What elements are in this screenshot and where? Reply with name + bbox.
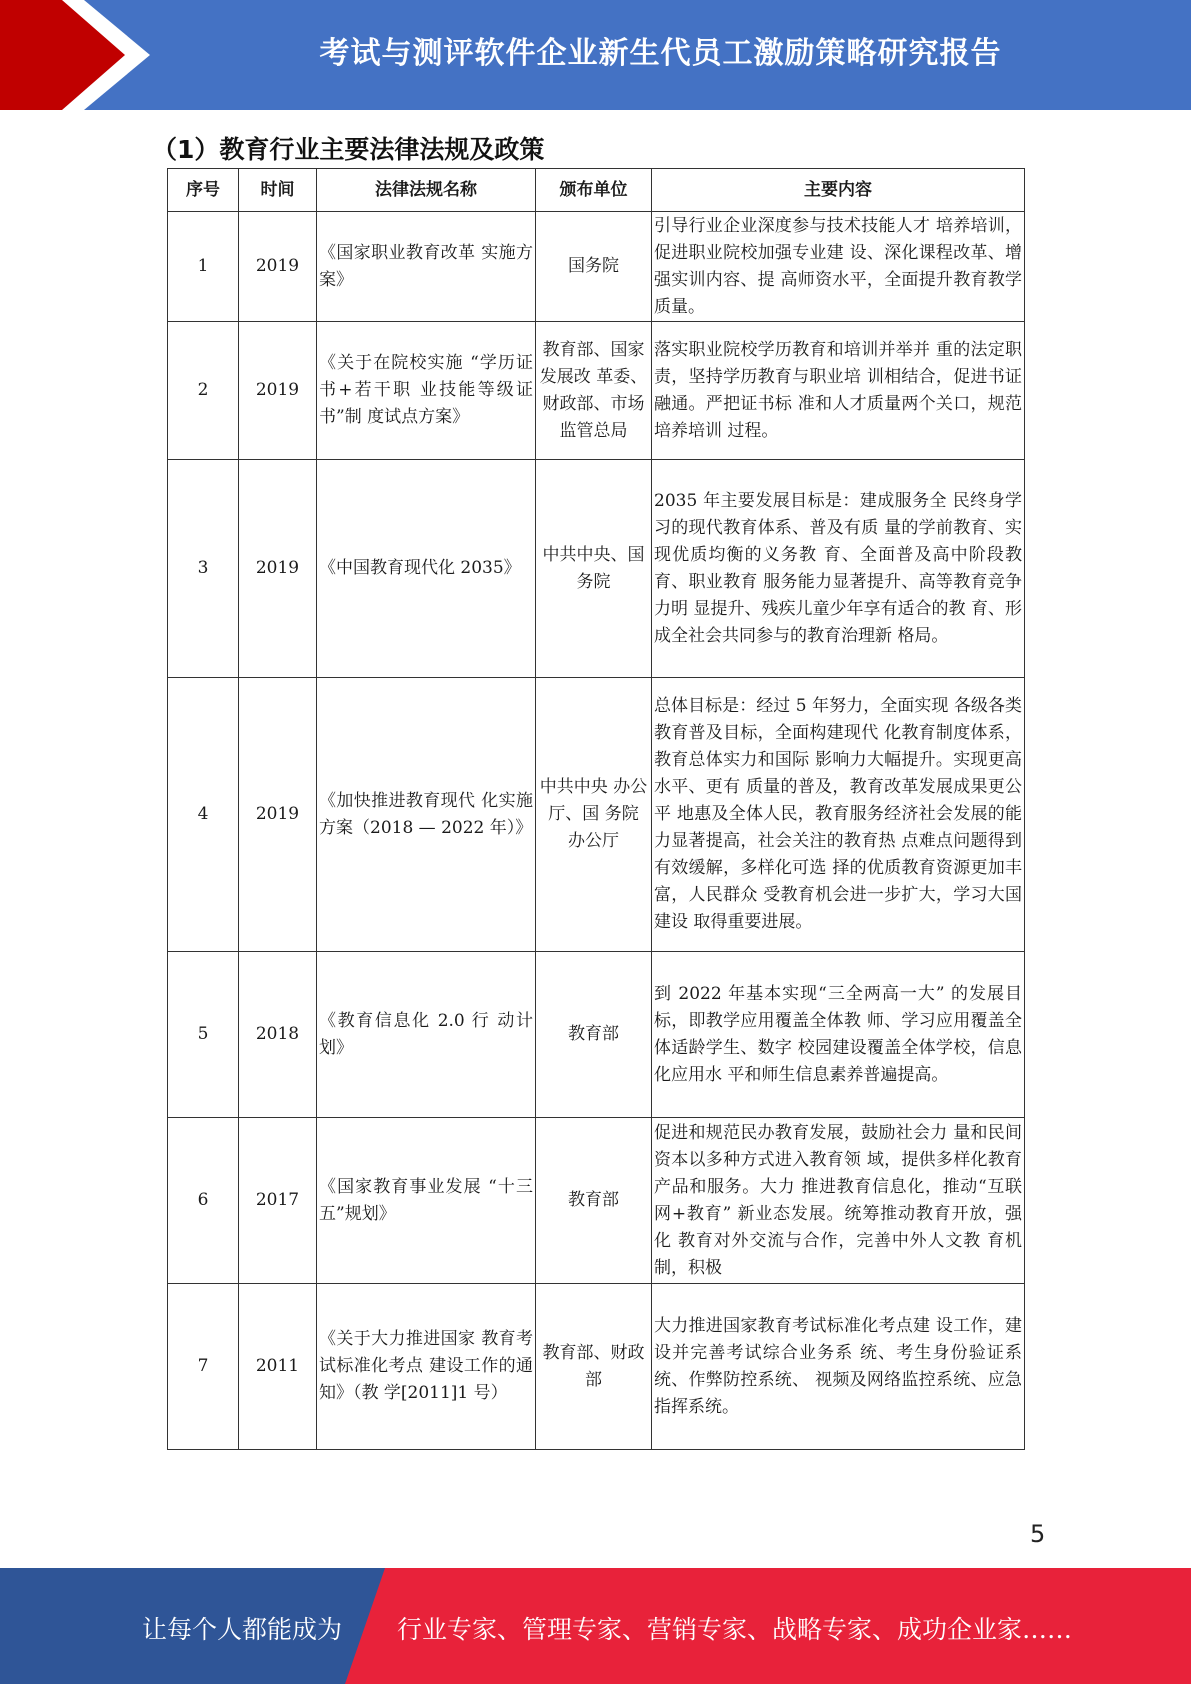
cell-content — [652, 322, 1025, 460]
document-title: 考试与测评软件企业新生代员工激励策略研究报告 — [319, 36, 1002, 71]
cell-seq: 1 — [168, 212, 239, 322]
header-name: 法律法规名称 — [317, 169, 536, 212]
cell-content-text: 总体目标是：经过 5 年努力，全面实现 各级各类教育普及目标，全面构建现代 化教育制度体系，教育总体实力和国际 影响力大幅提升。实现更高水平、更有 质量的普及，教育改革发展成果更公平 地惠及全体人民，教育服务经济社会发展的能力显著提高，社会关注的教育热 点难点问题得到有效缓解，多样化可选 择的优质教育资源更加丰富，人民群众 受教育机会进一步扩大，学习大国建设 取得重要进展。 — [654, 696, 1022, 932]
cell-seq: 7 — [168, 1284, 239, 1450]
footer-slogan-right: 行业专家、管理专家、营销专家、战略专家、成功企业家…… — [397, 1615, 1073, 1644]
cell-content — [652, 1284, 1025, 1450]
table-row — [168, 1284, 1025, 1450]
cell-name: 《关于大力推进国家 教育考试标准化考点 建设工作的通知》（教 学[2011]1 号） — [317, 1284, 536, 1450]
table-row — [168, 678, 1025, 952]
cell-name: 《关于在院校实施 “学历证书+若干职 业技能等级证书”制 度试点方案》 — [317, 322, 536, 460]
cell-seq: 4 — [168, 678, 239, 952]
cell-year: 2019 — [239, 678, 317, 952]
cell-content-text: 大力推进国家教育考试标准化考点建 设工作，建设并完善考试综合业务系 统、考生身份验证系统、作弊防控系统、 视频及网络监控系统、应急指挥系统。 — [654, 1315, 1022, 1417]
cell-issuer: 教育部 — [536, 952, 652, 1118]
cell-issuer: 教育部、财政部 — [536, 1284, 652, 1450]
cell-seq: 3 — [168, 460, 239, 678]
table-row — [168, 212, 1025, 322]
cell-year: 2019 — [239, 322, 317, 460]
cell-name: 《教育信息化 2.0 行 动计划》 — [317, 952, 536, 1118]
cell-issuer: 中共中央 办公厅、国 务院 办公厅 — [536, 678, 652, 952]
cell-year: 2018 — [239, 952, 317, 1118]
table-row — [168, 1118, 1025, 1284]
table-row — [168, 460, 1025, 678]
cell-content-text: 2035 年主要发展目标是：建成服务全 民终身学习的现代教育体系、普及有质 量的学前教育、实现优质均衡的义务教 育、全面普及高中阶段教育、职业教育 服务能力显著提升、高等教育竞争力明 显提升、残疾儿童少年享有适合的教 育、形成全社会共同参与的教育治理新 格局。 — [654, 490, 1022, 646]
cell-seq: 2 — [168, 322, 239, 460]
cell-year: 2017 — [239, 1118, 317, 1284]
header-year: 时间 — [239, 169, 317, 212]
cell-content — [652, 212, 1025, 322]
header-issuer: 颁布单位 — [536, 169, 652, 212]
cell-content-text: 引导行业企业深度参与技术技能人才 培养培训，促进职业院校加强专业建 设、深化课程改革、增强实训内容、提 高师资水平，全面提升教育教学质量。 — [654, 215, 1022, 317]
header-arrow-decoration — [0, 0, 150, 110]
cell-name: 《国家职业教育改革 实施方案》 — [317, 212, 536, 322]
table-row — [168, 322, 1025, 460]
cell-name: 《加快推进教育现代 化实施方案（2018 — 2022 年）》 — [317, 678, 536, 952]
cell-year: 2011 — [239, 1284, 317, 1450]
cell-content-text: 落实职业院校学历教育和培训并举并 重的法定职责，坚持学历教育与职业培 训相结合，促进书证融通。严把证书标 准和人才质量两个关口，规范培养培训 过程。 — [654, 339, 1022, 441]
page-number: 5 — [1030, 1520, 1046, 1548]
policy-table — [167, 168, 1025, 1450]
cell-content — [652, 678, 1025, 952]
section-title: （1）教育行业主要法律法规及政策 — [152, 135, 545, 164]
table-header-row — [168, 169, 1025, 212]
cell-name: 《国家教育事业发展 “十三五”规划》 — [317, 1118, 536, 1284]
cell-issuer: 中共中央、国务院 — [536, 460, 652, 678]
cell-content — [652, 952, 1025, 1118]
cell-year: 2019 — [239, 460, 317, 678]
cell-issuer: 教育部、国家发展改 革委、财政部、市场监管总局 — [536, 322, 652, 460]
cell-issuer: 教育部 — [536, 1118, 652, 1284]
header-seq: 序号 — [168, 169, 239, 212]
cell-seq: 6 — [168, 1118, 239, 1284]
cell-year: 2019 — [239, 212, 317, 322]
table-row — [168, 952, 1025, 1118]
cell-name: 《中国教育现代化 2035》 — [317, 460, 536, 678]
cell-content-text: 到 2022 年基本实现“三全两高一大” 的发展目标，即教学应用覆盖全体教 师、学习应用覆盖全体适龄学生、数字 校园建设覆盖全体学校，信息化应用水 平和师生信息素养普遍提高。 — [654, 983, 1022, 1085]
footer-slogan-left: 让每个人都能成为 — [142, 1615, 343, 1644]
header-content: 主要内容 — [652, 169, 1025, 212]
cell-content — [652, 460, 1025, 678]
cell-issuer: 国务院 — [536, 212, 652, 322]
cell-seq: 5 — [168, 952, 239, 1118]
cell-content — [652, 1118, 1025, 1284]
cell-content-text: 促进和规范民办教育发展，鼓励社会力 量和民间资本以多种方式进入教育领 域，提供多样化教育产品和服务。大力 推进教育信息化，推动“互联网+教育” 新业态发展。统筹推动教育开放，强化 教育对外交流与合作，完善中外人文教 育机制，积极 — [654, 1122, 1022, 1278]
